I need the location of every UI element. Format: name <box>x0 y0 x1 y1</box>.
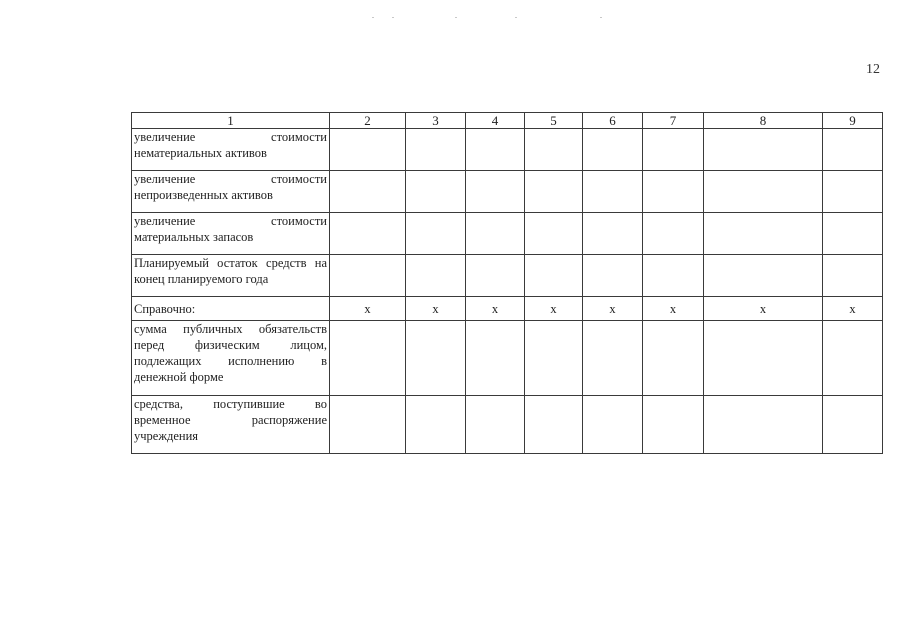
report-table <box>131 112 883 454</box>
table-row <box>132 129 883 171</box>
column-header: 3 <box>406 113 466 129</box>
column-header: 9 <box>823 113 883 129</box>
table-row <box>132 396 883 454</box>
table-cell <box>643 129 704 171</box>
column-header: 1 <box>132 113 330 129</box>
table-cell: х <box>330 297 406 321</box>
table-cell <box>823 396 883 454</box>
table-cell <box>406 213 466 255</box>
column-header: 7 <box>643 113 704 129</box>
table-cell <box>704 129 823 171</box>
table-cell: х <box>643 297 704 321</box>
table-cell: х <box>704 297 823 321</box>
row-label: сумма публичных обязательств перед физическим лицом, подлежащих исполнению в денежной форме <box>132 321 330 396</box>
page-number: 12 <box>866 62 880 77</box>
scan-artifact <box>515 17 517 18</box>
column-header: 8 <box>704 113 823 129</box>
table-cell <box>823 171 883 213</box>
table-cell <box>330 321 406 396</box>
table-cell <box>583 255 643 297</box>
table-cell <box>406 171 466 213</box>
table-cell <box>823 213 883 255</box>
column-header: 6 <box>583 113 643 129</box>
table-row <box>132 297 883 321</box>
table-cell <box>583 129 643 171</box>
table-cell <box>466 129 525 171</box>
table-cell <box>330 213 406 255</box>
table-cell <box>330 129 406 171</box>
table-cell <box>823 255 883 297</box>
table-row <box>132 171 883 213</box>
table-cell <box>466 255 525 297</box>
table-cell <box>643 255 704 297</box>
table-cell <box>525 396 583 454</box>
table-cell: х <box>823 297 883 321</box>
table-cell: х <box>583 297 643 321</box>
column-header: 4 <box>466 113 525 129</box>
table-cell <box>406 255 466 297</box>
table-cell <box>466 396 525 454</box>
column-header: 5 <box>525 113 583 129</box>
table-cell <box>704 171 823 213</box>
row-label: увеличение стоимости материальных запасов <box>132 213 330 255</box>
table-cell <box>330 255 406 297</box>
table-cell <box>525 171 583 213</box>
table-cell <box>583 213 643 255</box>
table-cell <box>704 255 823 297</box>
table-cell <box>330 171 406 213</box>
table-body <box>132 113 883 454</box>
table-cell: х <box>525 297 583 321</box>
table-row <box>132 321 883 396</box>
table-cell <box>406 396 466 454</box>
table-cell <box>330 396 406 454</box>
row-label: Справочно: <box>132 297 330 321</box>
table-cell <box>525 129 583 171</box>
table-cell <box>583 396 643 454</box>
table-cell <box>525 213 583 255</box>
table-cell <box>406 321 466 396</box>
table-cell <box>525 321 583 396</box>
table-cell <box>643 396 704 454</box>
scan-artifact <box>372 17 374 18</box>
table-cell: х <box>406 297 466 321</box>
table-cell <box>823 321 883 396</box>
table-cell <box>704 396 823 454</box>
column-header: 2 <box>330 113 406 129</box>
row-label: увеличение стоимости нематериальных активов <box>132 129 330 171</box>
table-cell <box>466 171 525 213</box>
table-cell <box>466 321 525 396</box>
table-cell <box>704 321 823 396</box>
table-cell <box>823 129 883 171</box>
table-cell <box>643 213 704 255</box>
table-row <box>132 213 883 255</box>
scan-artifact <box>600 17 602 18</box>
row-label: увеличение стоимости непроизведенных активов <box>132 171 330 213</box>
scan-artifact <box>392 17 394 18</box>
table-row <box>132 255 883 297</box>
table-cell: х <box>466 297 525 321</box>
header-row <box>132 113 883 129</box>
table-cell <box>406 129 466 171</box>
table-cell <box>583 171 643 213</box>
table-cell <box>583 321 643 396</box>
scan-artifact <box>455 17 457 18</box>
table-cell <box>643 321 704 396</box>
row-label: средства, поступившие во временное распоряжение учреждения <box>132 396 330 454</box>
table-cell <box>466 213 525 255</box>
table-cell <box>704 213 823 255</box>
table-cell <box>525 255 583 297</box>
row-label: Планируемый остаток средств на конец планируемого года <box>132 255 330 297</box>
table-cell <box>643 171 704 213</box>
